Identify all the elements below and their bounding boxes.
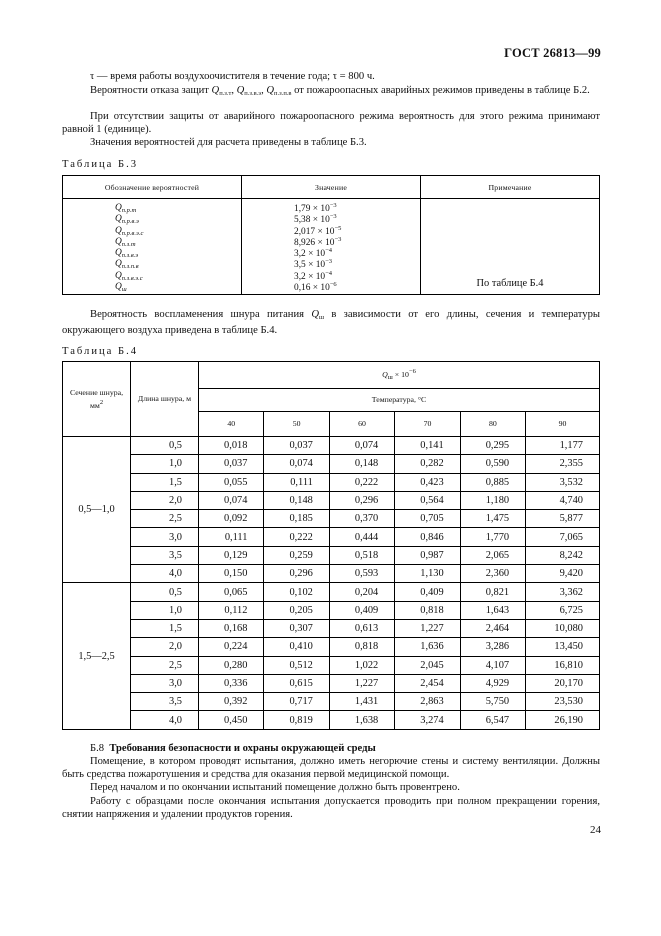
designation-symbol: Q xyxy=(115,259,122,270)
designation-symbol: Q xyxy=(115,248,122,259)
table-b3-value xyxy=(294,202,420,213)
table-b4-value: 20,170 xyxy=(526,674,600,692)
table-b4-value: 0,590 xyxy=(460,455,525,473)
table-row xyxy=(63,583,600,601)
table-b4-value: 0,205 xyxy=(264,601,329,619)
table-b4-value: 0,409 xyxy=(395,583,460,601)
section-b8-paragraph-3: Работу с образцами после окончания испытания допускается проводить при полном прекращении горения, снятии напряжения и удалении продуктов горения. xyxy=(62,796,600,820)
table-b4-length: 2,5 xyxy=(131,656,199,674)
table-b4-length: 1,0 xyxy=(131,601,199,619)
value-times: × 10 xyxy=(317,237,335,248)
table-b4-value: 10,080 xyxy=(526,619,600,637)
table-b4-value: 0,615 xyxy=(264,674,329,692)
table-row xyxy=(63,656,600,674)
table-b4-temp-90: 90 xyxy=(526,412,600,437)
table-b4-temp-70: 70 xyxy=(395,412,460,437)
table-b4-length: 1,5 xyxy=(131,619,199,637)
table-row xyxy=(63,528,600,546)
table-b4-value: 0,037 xyxy=(199,455,264,473)
table-b4-value: 0,168 xyxy=(199,619,264,637)
table-b4-value: 0,409 xyxy=(329,601,394,619)
table-b4-value: 1,770 xyxy=(460,528,525,546)
table-b4-value: 0,717 xyxy=(264,693,329,711)
designation-symbol: Q xyxy=(115,270,122,281)
designation-symbol: Q xyxy=(115,225,122,236)
table-b4-section: 0,5—1,0 xyxy=(63,437,131,583)
table-b4-section: 1,5—2,5 xyxy=(63,583,131,729)
table-b4-value: 0,885 xyxy=(460,473,525,491)
value-exponent: −3 xyxy=(325,258,332,266)
value-times: × 10 xyxy=(308,260,326,271)
table-b4-value: 1,022 xyxy=(329,656,394,674)
value-mantissa: 8,926 xyxy=(294,237,316,248)
table-b4-length: 2,0 xyxy=(131,491,199,509)
table-b4-value: 0,613 xyxy=(329,619,394,637)
table-b3-designation xyxy=(115,204,241,215)
table-b4-value: 1,227 xyxy=(329,674,394,692)
table-b4-temp-60: 60 xyxy=(329,412,394,437)
table-b4-value: 4,929 xyxy=(460,674,525,692)
paragraph-no-protection: При отсутствии защиты от аварийного пожароопасного режима вероятность для этого режима принимают равной 1 (единице). xyxy=(62,111,600,135)
table-b4-value: 0,296 xyxy=(329,491,394,509)
table-b4-value: 0,074 xyxy=(199,491,264,509)
table-b4-temp-50: 50 xyxy=(264,412,329,437)
table-b4-value: 4,740 xyxy=(526,491,600,509)
table-b4-value: 0,818 xyxy=(395,601,460,619)
table-b3-designation xyxy=(115,283,241,294)
value-exponent: −4 xyxy=(325,247,332,255)
section-b8-heading: Б.8 Требования безопасности и охраны окружающей среды xyxy=(90,743,376,754)
table-b4-header-length: Длина шнура, м xyxy=(131,362,199,437)
value-times: × 10 xyxy=(312,283,330,294)
page-number: 24 xyxy=(590,824,601,836)
table-b4-value: 0,280 xyxy=(199,656,264,674)
section-b8-paragraph-2: Перед началом и по окончании испытаний помещение должно быть провентрено. xyxy=(90,782,460,793)
table-b4-length: 3,0 xyxy=(131,528,199,546)
table-row xyxy=(63,674,600,692)
table-b4-length: 3,5 xyxy=(131,693,199,711)
section-b8-title: Требования безопасности и охраны окружающей среды xyxy=(109,743,376,754)
table-b4-caption: Таблица Б.4 xyxy=(62,346,139,357)
table-b4-value: 0,141 xyxy=(395,437,460,455)
table-b3-note: По таблице Б.4 xyxy=(421,199,600,295)
table-b4-value: 8,242 xyxy=(526,546,600,564)
designation-subscript: п.р.в.э.с xyxy=(121,229,144,237)
table-b4-value: 0,102 xyxy=(264,583,329,601)
table-b3-designations xyxy=(63,199,242,295)
table-b4-value: 9,420 xyxy=(526,565,600,583)
table-row xyxy=(63,601,600,619)
table-b3-designation xyxy=(115,249,241,260)
table-b3-value xyxy=(294,270,420,281)
table-b3-value xyxy=(294,281,420,292)
table-b4-value: 2,045 xyxy=(395,656,460,674)
table-b4-value: 1,636 xyxy=(395,638,460,656)
table-b4-length: 2,5 xyxy=(131,510,199,528)
value-mantissa: 0,16 xyxy=(294,283,311,294)
table-b4-value: 0,846 xyxy=(395,528,460,546)
table-b4-value: 6,547 xyxy=(460,711,525,729)
table-b4-value: 0,224 xyxy=(199,638,264,656)
table-b4-length: 1,5 xyxy=(131,473,199,491)
table-b4-value: 0,204 xyxy=(329,583,394,601)
table-b3-designation xyxy=(115,272,241,283)
table-b4-value: 0,222 xyxy=(329,473,394,491)
table-b4-length: 4,0 xyxy=(131,711,199,729)
designation-subscript: п.р.т xyxy=(121,207,137,214)
table-b3-caption: Таблица Б.3 xyxy=(62,159,139,170)
table-b4-value: 0,150 xyxy=(199,565,264,583)
table-b4-value: 0,296 xyxy=(264,565,329,583)
table-b3-value xyxy=(294,247,420,258)
table-b4-value: 0,074 xyxy=(264,455,329,473)
designation-symbol: Q xyxy=(115,282,122,293)
table-b3-header-value: Значение xyxy=(242,176,421,199)
table-b3 xyxy=(62,175,600,295)
table-b3-designation xyxy=(115,260,241,271)
table-b4-value: 16,810 xyxy=(526,656,600,674)
value-mantissa: 5,38 xyxy=(294,215,311,226)
value-exponent: −3 xyxy=(329,213,337,221)
table-b4-value: 1,227 xyxy=(395,619,460,637)
table-b3-value xyxy=(294,225,420,236)
designation-symbol: Q xyxy=(115,203,122,213)
table-b4-value: 0,092 xyxy=(199,510,264,528)
value-exponent: −3 xyxy=(334,235,342,243)
table-b4-value: 0,259 xyxy=(264,546,329,564)
paragraph-values-ref: Значения вероятностей для расчета приведены в таблице Б.3. xyxy=(90,137,367,148)
table-b4-value: 0,410 xyxy=(264,638,329,656)
table-b4 xyxy=(62,361,600,730)
value-times: × 10 xyxy=(312,204,330,214)
table-b4-value: 3,274 xyxy=(395,711,460,729)
table-row xyxy=(63,619,600,637)
table-b4-value: 2,355 xyxy=(526,455,600,473)
table-b4-value: 0,222 xyxy=(264,528,329,546)
table-b4-value: 0,018 xyxy=(199,437,264,455)
table-b4-value: 1,475 xyxy=(460,510,525,528)
table-b4-value: 0,111 xyxy=(199,528,264,546)
table-b4-value: 1,177 xyxy=(526,437,600,455)
value-exponent: −3 xyxy=(329,202,337,209)
designation-subscript: п.з.в.э.с xyxy=(121,274,143,282)
value-times: × 10 xyxy=(308,271,326,282)
paragraph-cord-ignition: Вероятность воспламенения шнура питания $Q_ш$ в зависимости от его длины, сечения и температуры окружающего воздуха приведена в таблице Б.4. xyxy=(62,309,600,336)
table-b4-value: 3,532 xyxy=(526,473,600,491)
table-row xyxy=(63,565,600,583)
value-times: × 10 xyxy=(312,215,330,226)
table-b4-value: 0,705 xyxy=(395,510,460,528)
table-b4-header-temperature: Температура, °С xyxy=(199,389,600,412)
table-b4-value: 0,148 xyxy=(264,491,329,509)
designation-subscript: п.з.п.в xyxy=(121,263,139,271)
table-b4-value: 0,336 xyxy=(199,674,264,692)
designation-subscript: ш xyxy=(121,286,127,294)
value-mantissa: 3,5 xyxy=(294,260,306,271)
table-b4-value: 5,750 xyxy=(460,693,525,711)
value-mantissa: 3,2 xyxy=(294,271,306,282)
table-b4-value: 0,074 xyxy=(329,437,394,455)
table-b4-value: 0,518 xyxy=(329,546,394,564)
table-b4-value: 0,987 xyxy=(395,546,460,564)
value-mantissa: 3,2 xyxy=(294,249,306,260)
table-b4-value: 0,819 xyxy=(264,711,329,729)
table-b4-temp-40: 40 xyxy=(199,412,264,437)
table-b4-value: 1,180 xyxy=(460,491,525,509)
table-b4-value: 0,065 xyxy=(199,583,264,601)
table-b4-value: 0,055 xyxy=(199,473,264,491)
document-header: ГОСТ 26813—99 xyxy=(504,46,601,60)
table-b4-value: 0,307 xyxy=(264,619,329,637)
table-b4-value: 2,360 xyxy=(460,565,525,583)
table-b4-value: 0,112 xyxy=(199,601,264,619)
table-b4-value: 7,065 xyxy=(526,528,600,546)
table-b4-value: 0,818 xyxy=(329,638,394,656)
table-b4-value: 1,638 xyxy=(329,711,394,729)
table-b4-value: 0,111 xyxy=(264,473,329,491)
value-mantissa: 1,79 xyxy=(294,204,311,214)
table-b4-value: 13,450 xyxy=(526,638,600,656)
table-b3-values xyxy=(242,199,421,295)
table-b4-value: 0,821 xyxy=(460,583,525,601)
table-b4-value: 1,431 xyxy=(329,693,394,711)
table-b4-length: 1,0 xyxy=(131,455,199,473)
table-b4-temp-80: 80 xyxy=(460,412,525,437)
table-b4-header-section: Сечение шнура, $мм^2$ xyxy=(63,362,131,437)
table-row xyxy=(63,437,600,455)
table-b4-length: 4,0 xyxy=(131,565,199,583)
table-b4-value: 2,863 xyxy=(395,693,460,711)
value-mantissa: 2,017 xyxy=(294,226,316,237)
table-b4-value: 26,190 xyxy=(526,711,600,729)
table-row xyxy=(63,711,600,729)
paragraph-tau: τ — время работы воздухоочистителя в течение года; τ = 800 ч. xyxy=(90,71,375,82)
table-b4-value: 0,444 xyxy=(329,528,394,546)
designation-subscript: п.р.в.э xyxy=(121,218,139,226)
table-b3-value xyxy=(294,236,420,247)
designation-symbol: Q xyxy=(115,236,122,247)
table-b4-value: 0,450 xyxy=(199,711,264,729)
table-b4-length: 2,0 xyxy=(131,638,199,656)
table-b4-value: 6,725 xyxy=(526,601,600,619)
table-b4-length: 0,5 xyxy=(131,583,199,601)
value-exponent: −4 xyxy=(325,269,332,277)
table-b3-designation xyxy=(115,227,241,238)
table-b4-value: 4,107 xyxy=(460,656,525,674)
table-b4-length: 3,0 xyxy=(131,674,199,692)
table-row xyxy=(63,638,600,656)
section-b8-paragraph-1: Помещение, в котором проводят испытания, должно иметь негорючие стены и систему вентиляции. Должны быть средства пожаротушения и средства для оказания первой медицинской помощи. xyxy=(62,756,600,780)
table-b4-length: 0,5 xyxy=(131,437,199,455)
table-b4-value: 3,286 xyxy=(460,638,525,656)
paragraph-failure-probabilities: Вероятности отказа защит $Q_{п.з.т}$, $Q_{п.з.в.э}$, $Q_{п.з.п.в}$ от пожароопасных аварийных режимов приведены в таблице Б.2. xyxy=(90,85,590,97)
table-row xyxy=(63,546,600,564)
table-b4-value: 3,362 xyxy=(526,583,600,601)
table-b4-value: 2,065 xyxy=(460,546,525,564)
table-b4-value: 0,564 xyxy=(395,491,460,509)
value-exponent: −5 xyxy=(334,224,342,232)
table-b4-value: 0,148 xyxy=(329,455,394,473)
table-row xyxy=(63,693,600,711)
table-b4-value: 1,130 xyxy=(395,565,460,583)
table-b3-designation xyxy=(115,215,241,226)
table-b4-value: 2,454 xyxy=(395,674,460,692)
table-b4-value: 0,370 xyxy=(329,510,394,528)
table-b4-value: 0,512 xyxy=(264,656,329,674)
designation-symbol: Q xyxy=(115,214,122,225)
table-b4-value: 0,423 xyxy=(395,473,460,491)
table-b3-header-note: Примечание xyxy=(421,176,600,199)
table-b3-header-designation: Обозначение вероятностей xyxy=(63,176,242,199)
table-b4-value: 0,392 xyxy=(199,693,264,711)
table-b4-value: 0,185 xyxy=(264,510,329,528)
table-b3-value xyxy=(294,258,420,269)
table-b4-value: 23,530 xyxy=(526,693,600,711)
table-b4-value: 5,877 xyxy=(526,510,600,528)
table-b4-value: 0,037 xyxy=(264,437,329,455)
table-b4-value: 0,295 xyxy=(460,437,525,455)
table-b3-designation xyxy=(115,238,241,249)
value-times: × 10 xyxy=(308,249,326,260)
designation-subscript: п.з.т xyxy=(121,240,136,248)
table-b4-value: 1,643 xyxy=(460,601,525,619)
table-b4-length: 3,5 xyxy=(131,546,199,564)
table-b4-header-q: $Q_ш \times 10^{-6}$ xyxy=(199,362,600,389)
table-row xyxy=(63,473,600,491)
table-row xyxy=(63,455,600,473)
designation-subscript: п.з.в.э xyxy=(121,252,139,260)
table-b3-value xyxy=(294,213,420,224)
table-b4-value: 2,464 xyxy=(460,619,525,637)
table-b4-value: 0,129 xyxy=(199,546,264,564)
table-b4-value: 0,282 xyxy=(395,455,460,473)
table-b4-value: 0,593 xyxy=(329,565,394,583)
value-times: × 10 xyxy=(317,226,335,237)
value-exponent: −6 xyxy=(329,281,337,289)
table-row xyxy=(63,510,600,528)
table-row xyxy=(63,491,600,509)
